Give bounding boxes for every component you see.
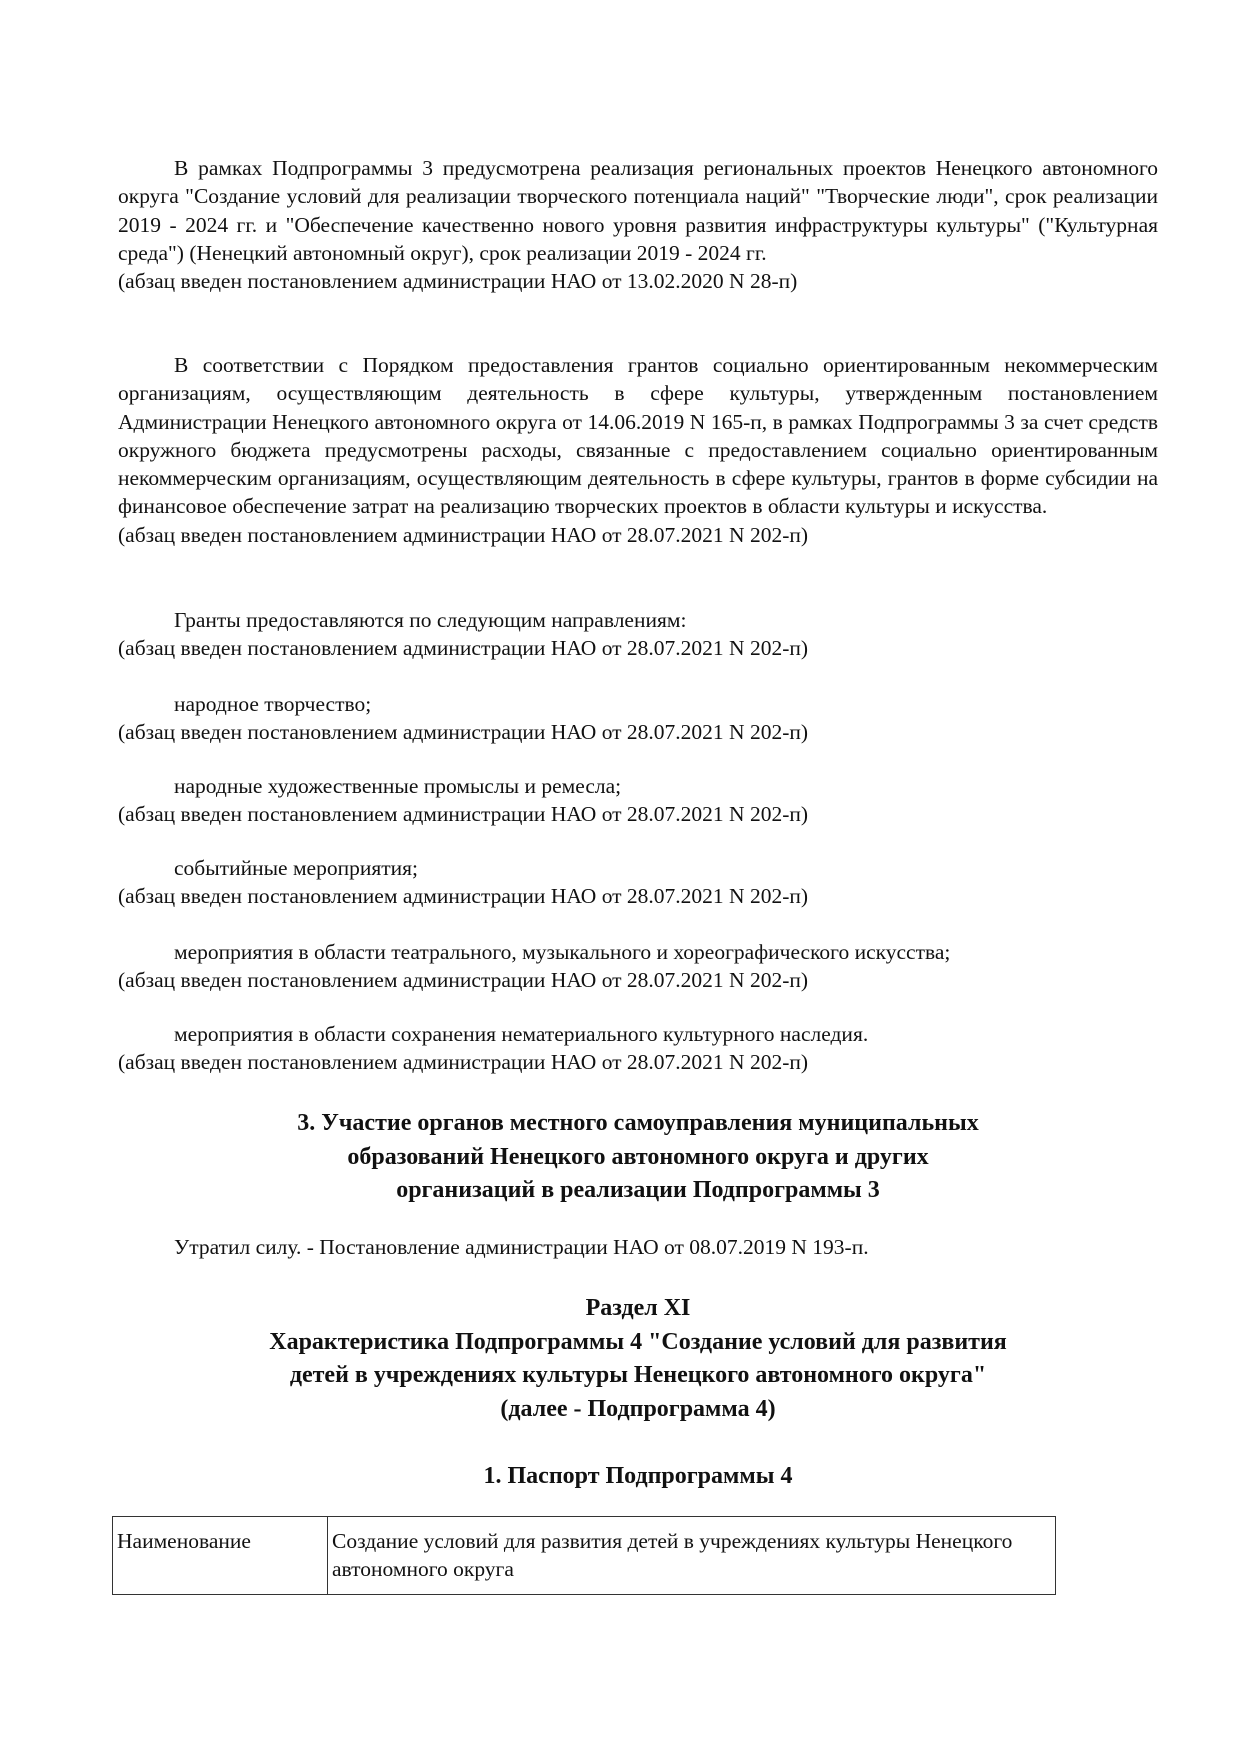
- paragraph-text: В соответствии с Порядком предоставления грантов социально ориентированным некоммерческим организациям, осуществляющим деятельность в сфере культуры, утвержденным постановлением Администрации Ненецкого автономного округа от 14.06.2019 N 165-п, в рамках Подпрограммы 3 за счет средств окружного бюджета предусмотрены расходы, связанные с предоставлением социально ориентированным некоммерческим организациям, осуществляющим деятельность в сфере культуры, грантов в форме субсидии на финансовое обеспечение затрат на реализацию творческих проектов в области культуры и искусства.: [118, 353, 1158, 519]
- table-row: [113, 1517, 1056, 1595]
- heading-line: Раздел XI: [585, 1295, 691, 1321]
- paragraph-text: народные художественные промыслы и ремесла;: [174, 774, 622, 798]
- heading-line: (далее - Подпрограмма 4): [500, 1395, 776, 1422]
- repealed-text: Утратил силу. - Постановление администрации НАО от 08.07.2019 N 193-п.: [174, 1235, 869, 1259]
- section-3-heading: [118, 1107, 1158, 1208]
- paragraph-text: мероприятия в области сохранения нематериального культурного наследия.: [174, 1022, 869, 1046]
- list-item-crafts: [118, 772, 1158, 829]
- amendment-note: (абзац введен постановлением администрации НАО от 28.07.2021 N 202-п): [118, 720, 809, 745]
- heading-line: детей в учреждениях культуры Ненецкого автономного округа": [289, 1362, 987, 1388]
- heading-line: организаций в реализации Подпрограммы 3: [396, 1177, 880, 1203]
- amendment-note: (абзац введен постановлением администрации НАО от 28.07.2021 N 202-п): [118, 884, 809, 909]
- heading-line: образований Ненецкого автономного округа и других: [347, 1143, 929, 1170]
- section-3-text: [118, 1233, 1158, 1261]
- list-item-events: [118, 854, 1158, 911]
- passport-heading: 1. Паспорт Подпрограммы 4: [483, 1463, 793, 1489]
- amendment-note: (абзац введен постановлением администрации НАО от 28.07.2021 N 202-п): [118, 522, 809, 547]
- paragraph-text: В рамках Подпрограммы 3 предусмотрена реализация региональных проектов Ненецкого автономного округа "Создание условий для реализации творческого потенциала наций" "Творческие люди", срок реализации 2019 - 2024 гг. и "Обеспечение качественно нового уровня развития инфраструктуры культуры" ("Культурная среда") (Ненецкий автономный округ), срок реализации 2019 - 2024 гг.: [118, 156, 1158, 265]
- paragraph-text: событийные мероприятия;: [174, 856, 419, 880]
- paragraph-text: Гранты предоставляются по следующим направлениям:: [174, 608, 687, 632]
- passport-table: [112, 1516, 1056, 1595]
- heading-line: Характеристика Подпрограммы 4 "Создание условий для развития: [269, 1328, 1007, 1355]
- paragraph-grants-order: [118, 351, 1158, 549]
- section-11-heading: [118, 1292, 1158, 1426]
- paragraph-regional-projects: [118, 154, 1158, 295]
- amendment-note: (абзац введен постановлением администрации НАО от 28.07.2021 N 202-п): [118, 968, 809, 993]
- amendment-note: (абзац введен постановлением администрации НАО от 28.07.2021 N 202-п): [118, 636, 809, 661]
- table-cell-value: Создание условий для развития детей в учреждениях культуры Ненецкого автономного округа: [328, 1517, 1056, 1595]
- amendment-note: (абзац введен постановлением администрации НАО от 28.07.2021 N 202-п): [118, 802, 809, 827]
- paragraph-grant-directions: [118, 606, 1158, 663]
- list-item-folk-art: [118, 690, 1158, 747]
- amendment-note: (абзац введен постановлением администрации НАО от 28.07.2021 N 202-п): [118, 1050, 809, 1075]
- list-item-heritage: [118, 1020, 1158, 1077]
- table-cell-label: Наименование: [113, 1517, 328, 1595]
- list-item-performing-arts: [118, 938, 1158, 995]
- paragraph-text: народное творчество;: [174, 692, 372, 716]
- heading-line: 3. Участие органов местного самоуправления муниципальных: [297, 1110, 979, 1136]
- paragraph-text: мероприятия в области театрального, музыкального и хореографического искусства;: [174, 940, 951, 964]
- amendment-note: (абзац введен постановлением администрации НАО от 13.02.2020 N 28-п): [118, 269, 798, 294]
